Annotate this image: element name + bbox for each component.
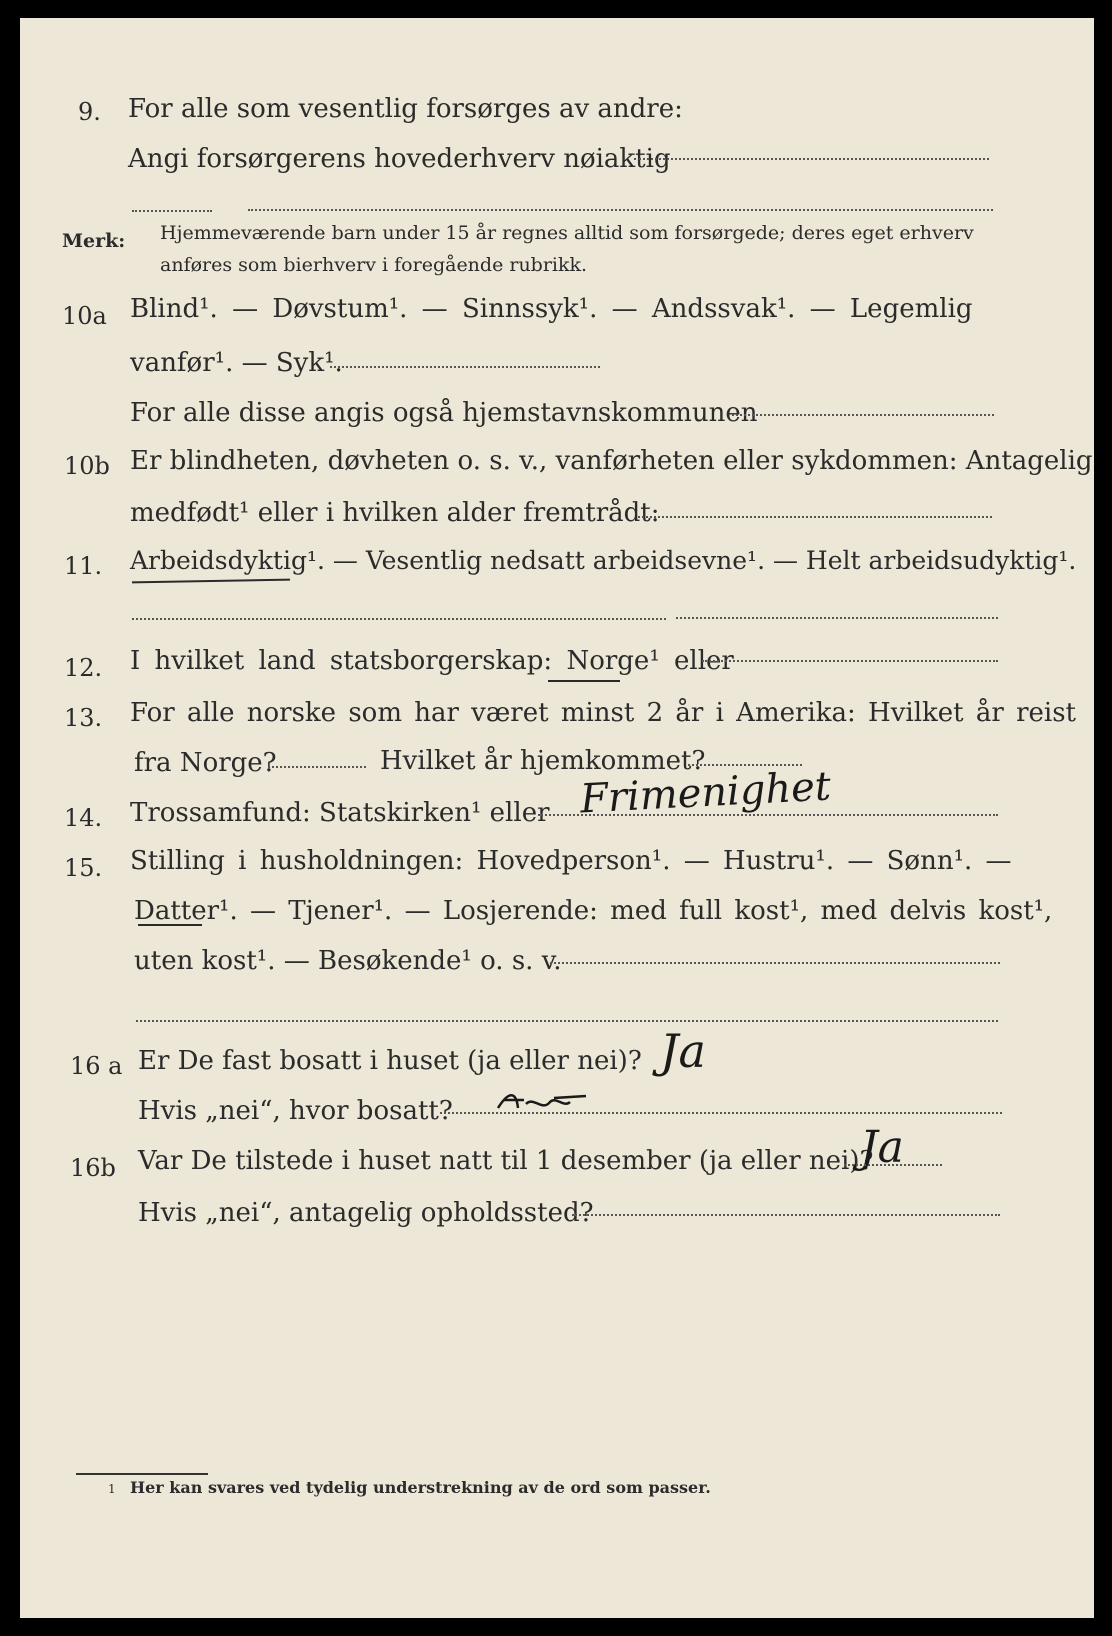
- q14-line1: Trossamfund: Statskirken¹ eller: [130, 798, 550, 828]
- q14-number: 14.: [64, 804, 103, 832]
- q11-number: 11.: [64, 552, 103, 580]
- q15-underline-mark: [138, 924, 202, 926]
- q10a-line2: vanfør¹. — Syk¹.: [130, 348, 343, 378]
- q12-number: 12.: [64, 654, 103, 682]
- q10b-answer-field[interactable]: [638, 516, 992, 518]
- q9-answer-field-2b[interactable]: [248, 209, 993, 211]
- q16b-line2: Hvis „nei“, antagelig opholdssted?: [138, 1198, 594, 1228]
- q15-line1: Stilling i husholdningen: Hovedperson¹. — Hustru¹. — Sønn¹. —: [130, 846, 1012, 876]
- q15-answer-field-2[interactable]: [136, 1020, 998, 1022]
- census-form-page: [20, 18, 1094, 1618]
- q16b-answer-field[interactable]: [844, 1164, 942, 1166]
- q13-line2a: fra Norge?: [134, 748, 277, 778]
- merk-line2: anføres som bierhverv i foregående rubrikk.: [160, 254, 588, 276]
- merk-label: Merk:: [62, 230, 126, 252]
- q16b-line1: Var De tilstede i huset natt til 1 desember (ja eller nei)?: [138, 1146, 874, 1176]
- q13-reist-field[interactable]: [268, 766, 366, 768]
- q16a-line1: Er De fast bosatt i huset (ja eller nei)?: [138, 1046, 642, 1076]
- q9-line2: Angi forsørgerens hovederhverv nøiaktig: [128, 144, 671, 174]
- q13-number: 13.: [64, 704, 103, 732]
- q12-line1: I hvilket land statsborgerskap: Norge¹ eller: [130, 646, 734, 676]
- q9-number: 9.: [78, 98, 101, 126]
- q15-line3: uten kost¹. — Besøkende¹ o. s. v.: [134, 946, 562, 976]
- q11-line1: Arbeidsdyktig¹. — Vesentlig nedsatt arbeidsevne¹. — Helt arbeidsudyktig¹.: [130, 546, 1077, 575]
- merk-line1: Hjemmeværende barn under 15 år regnes alltid som forsørgede; deres eget erhverv: [160, 222, 974, 244]
- q13-line1: For alle norske som har været minst 2 år i Amerika: Hvilket år reist: [130, 698, 1076, 728]
- q12-answer-field[interactable]: [702, 660, 998, 662]
- q10a-line3: For alle disse angis også hjemstavnskommunen: [130, 398, 758, 428]
- q16a-number: 16 a: [70, 1052, 123, 1080]
- q9-answer-field-2a[interactable]: [132, 210, 212, 212]
- q11-answer-field-a[interactable]: [132, 618, 666, 620]
- q15-answer-field[interactable]: [550, 962, 1000, 964]
- q13-line2b: Hvilket år hjemkommet?: [380, 746, 706, 776]
- q10a-hjemstavn-field[interactable]: [732, 414, 994, 416]
- q15-line2: Datter¹. — Tjener¹. — Losjerende: med full kost¹, med delvis kost¹,: [134, 896, 1053, 926]
- footnote-text: Her kan svares ved tydelig understrekning av de ord som passer.: [130, 1478, 711, 1497]
- footnote-mark: 1: [108, 1482, 116, 1496]
- q11-answer-field-b[interactable]: [676, 617, 998, 619]
- q16a-line2: Hvis „nei“, hvor bosatt?: [138, 1096, 453, 1126]
- q10a-number: 10a: [62, 302, 107, 330]
- q12-underline-mark: [548, 680, 620, 682]
- q9-answer-field[interactable]: [634, 158, 989, 160]
- q9-line1: For alle som vesentlig forsørges av andre:: [128, 94, 683, 124]
- q16b-handwritten-answer: Ja: [860, 1122, 904, 1173]
- q10b-number: 10b: [64, 452, 110, 480]
- q15-number: 15.: [64, 854, 103, 882]
- q14-handwritten-answer: Frimenighet: [578, 763, 832, 823]
- q10a-answer-field[interactable]: [330, 366, 600, 368]
- q16b-opholdssted-field[interactable]: [572, 1214, 1000, 1216]
- q10a-line1: Blind¹. — Døvstum¹. — Sinnssyk¹. — Andssvak¹. — Legemlig: [130, 294, 973, 324]
- q10b-line1: Er blindheten, døvheten o. s. v., vanførheten eller sykdommen: Antagelig: [130, 446, 1093, 476]
- q16a-handwritten-scribble: [494, 1086, 594, 1118]
- q16a-handwritten-answer: Ja: [660, 1024, 706, 1078]
- q10b-line2: medfødt¹ eller i hvilken alder fremtrådt:: [130, 498, 660, 528]
- q11-underline-mark: [132, 579, 290, 584]
- footnote-divider: [76, 1473, 208, 1475]
- q16b-number: 16b: [70, 1154, 116, 1182]
